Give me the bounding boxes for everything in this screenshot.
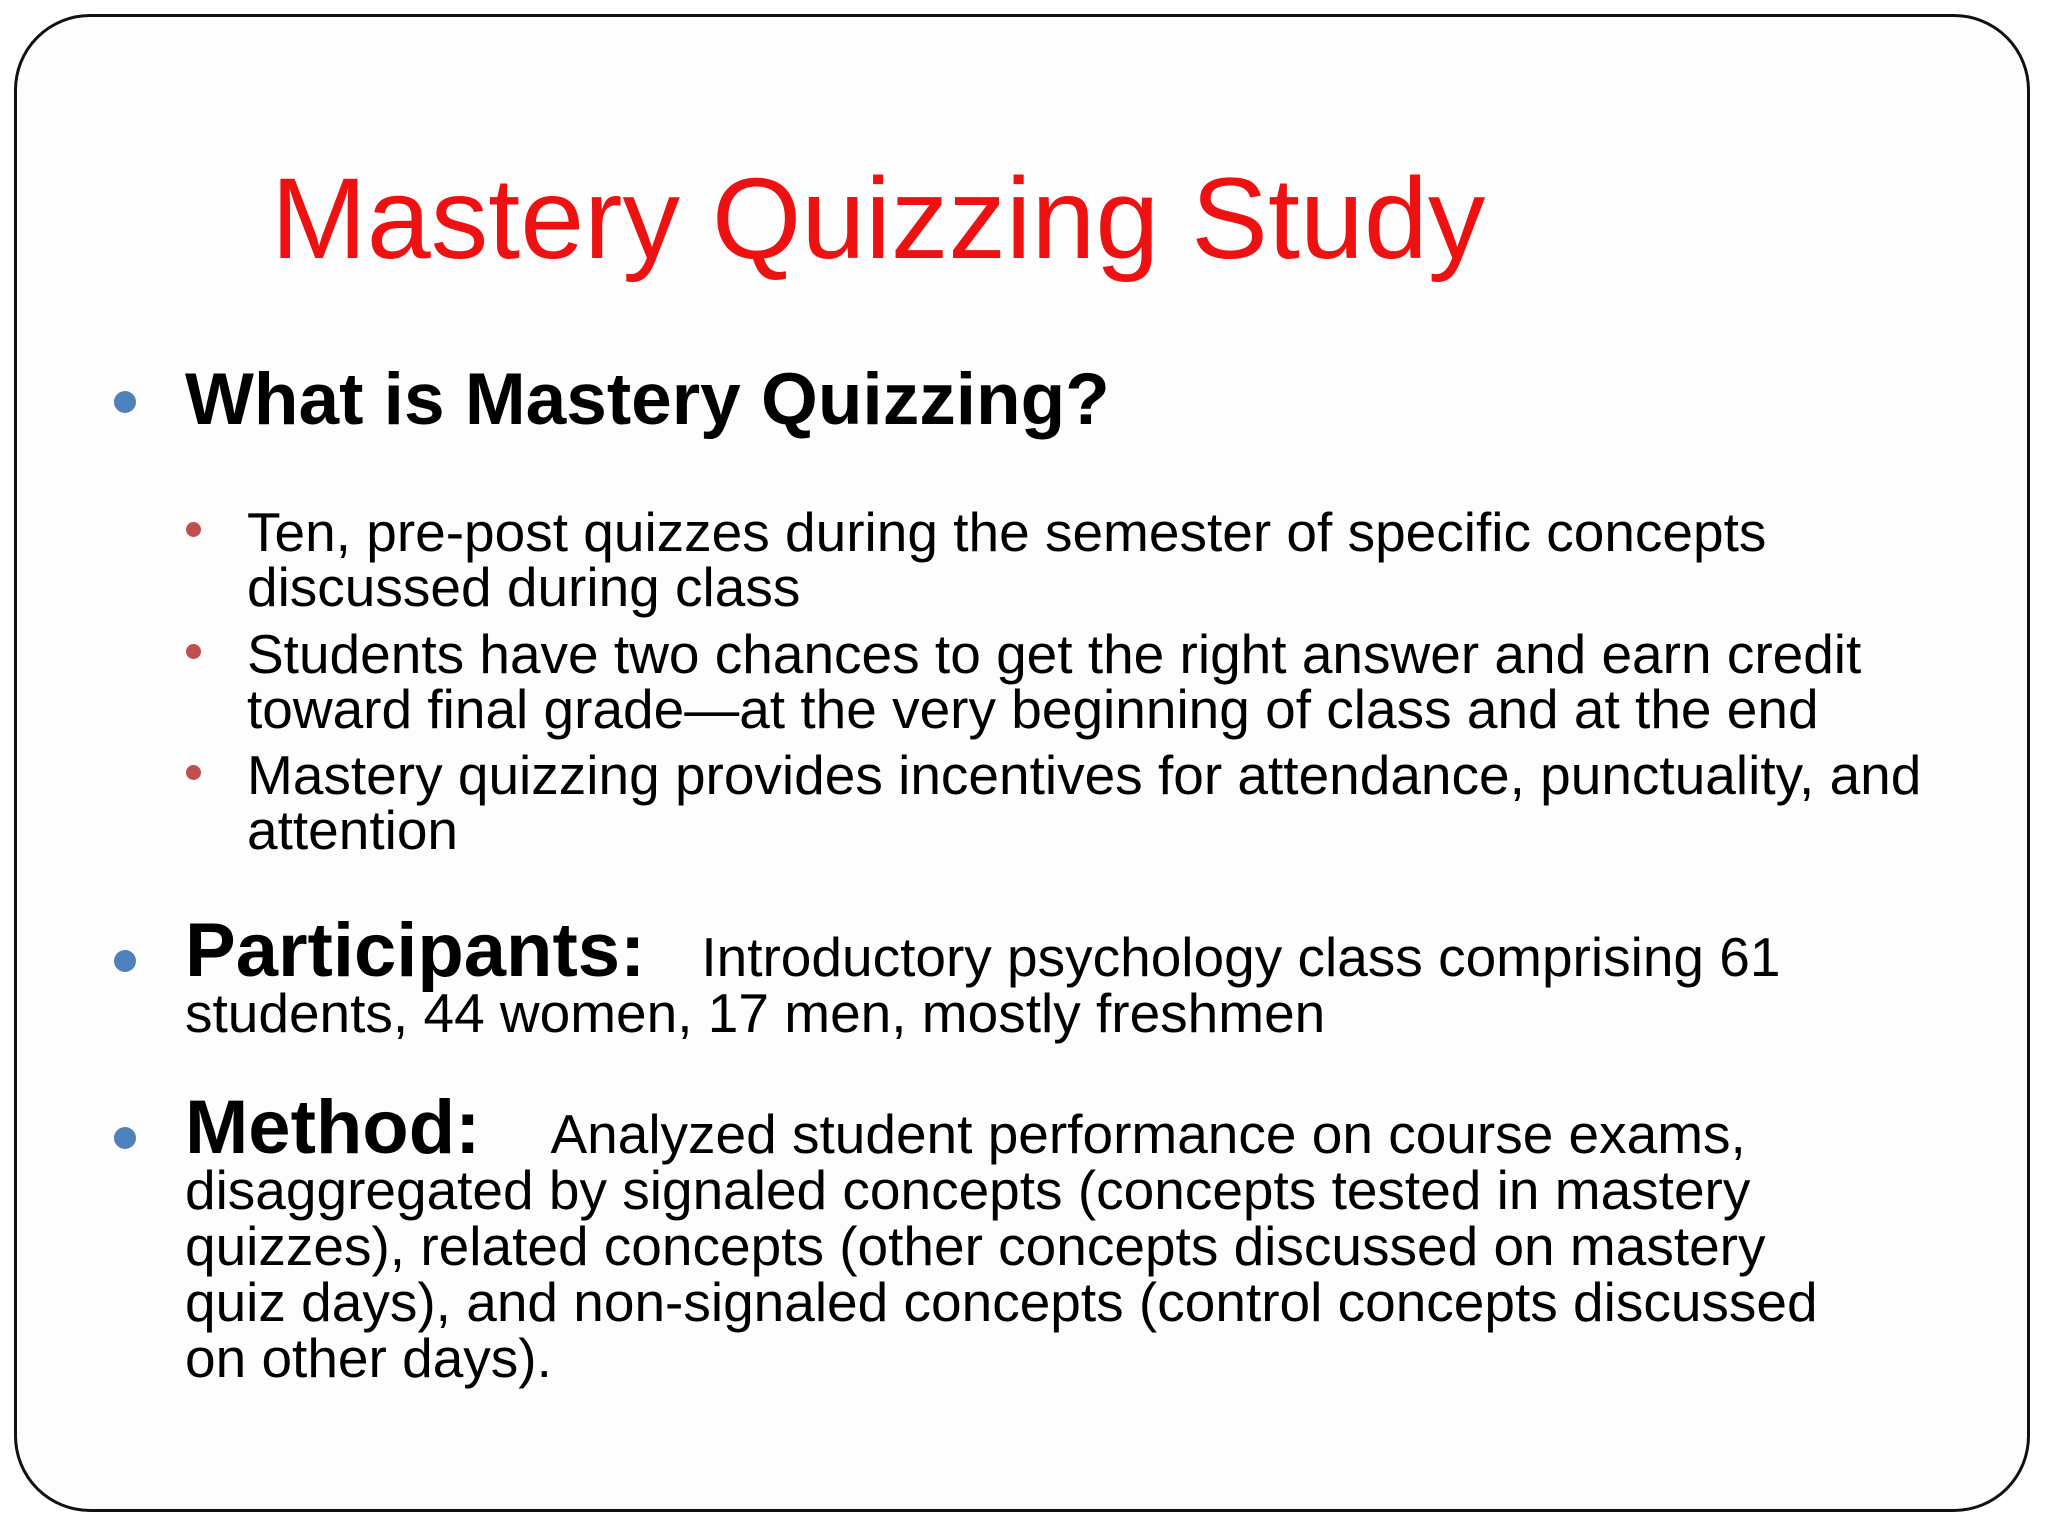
list-item-quizzes: Ten, pre-post quizzes during the semester of specific concepts discussed during class: [247, 501, 1767, 618]
sub-bullet-dot-icon: [186, 644, 201, 659]
bullet-dot-icon: [114, 391, 136, 413]
bullet-dot-icon: [114, 1127, 136, 1149]
slide-frame: [14, 14, 2030, 1512]
section-heading-what-is: What is Mastery Quizzing?: [185, 359, 1110, 440]
list-item-incentives: Mastery quizzing provides incentives for attendance, punctuality, and attention: [247, 744, 1922, 861]
method-text: Analyzed student performance on course exams, disaggregated by signaled concepts (concepts tested in mastery quizzes), related concepts (other concepts discussed on mastery quiz days), and non-signaled concepts (control concepts discussed on other days).: [185, 1103, 1818, 1389]
sub-bullet-dot-icon: [186, 522, 201, 537]
method-paragraph: [185, 1085, 1875, 1389]
list-item-two-chances: Students have two chances to get the right answer and earn credit toward final grade—at the very beginning of class and at the end: [247, 623, 1862, 740]
participants-heading: Participants:: [185, 908, 646, 993]
bullet-dot-icon: [114, 950, 136, 972]
slide-title: Mastery Quizzing Study: [271, 155, 1486, 283]
sub-bullet-dot-icon: [186, 765, 201, 780]
participants-paragraph: [185, 908, 1875, 1044]
participants-text: Introductory psychology class comprising 61 students, 44 women, 17 men, mostly freshmen: [185, 926, 1781, 1044]
method-heading: Method:: [185, 1085, 481, 1170]
